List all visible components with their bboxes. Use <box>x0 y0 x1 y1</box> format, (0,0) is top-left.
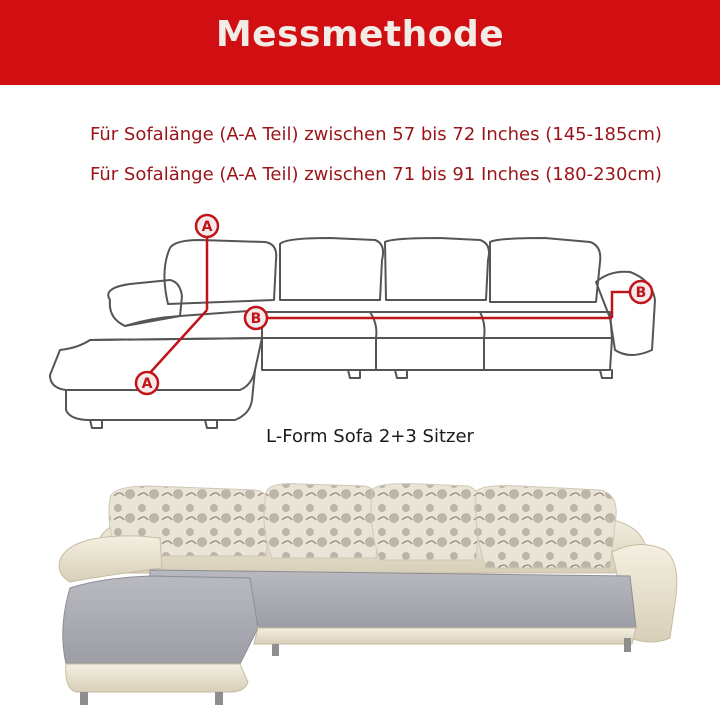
marker-b-right <box>630 281 652 303</box>
page-title: Messmethode <box>215 14 505 55</box>
measurement-line-2: Für Sofalänge (A-A Teil) zwischen 71 bis 91 Inches (180-230cm) <box>90 164 662 185</box>
marker-b-left <box>245 307 267 329</box>
svg-text:B: B <box>250 311 262 327</box>
marker-a-top <box>196 215 218 237</box>
svg-text:A: A <box>141 376 153 392</box>
header-banner <box>0 0 720 85</box>
sofa-measurement-diagram <box>30 200 670 430</box>
marker-a-bottom <box>136 372 158 394</box>
svg-text:A: A <box>201 219 213 235</box>
sofa-type-caption: L-Form Sofa 2+3 Sitzer <box>266 426 474 447</box>
sofa-photo <box>40 478 680 705</box>
measurement-line-1: Für Sofalänge (A-A Teil) zwischen 57 bis 72 Inches (145-185cm) <box>90 124 662 145</box>
svg-text:B: B <box>635 285 647 301</box>
